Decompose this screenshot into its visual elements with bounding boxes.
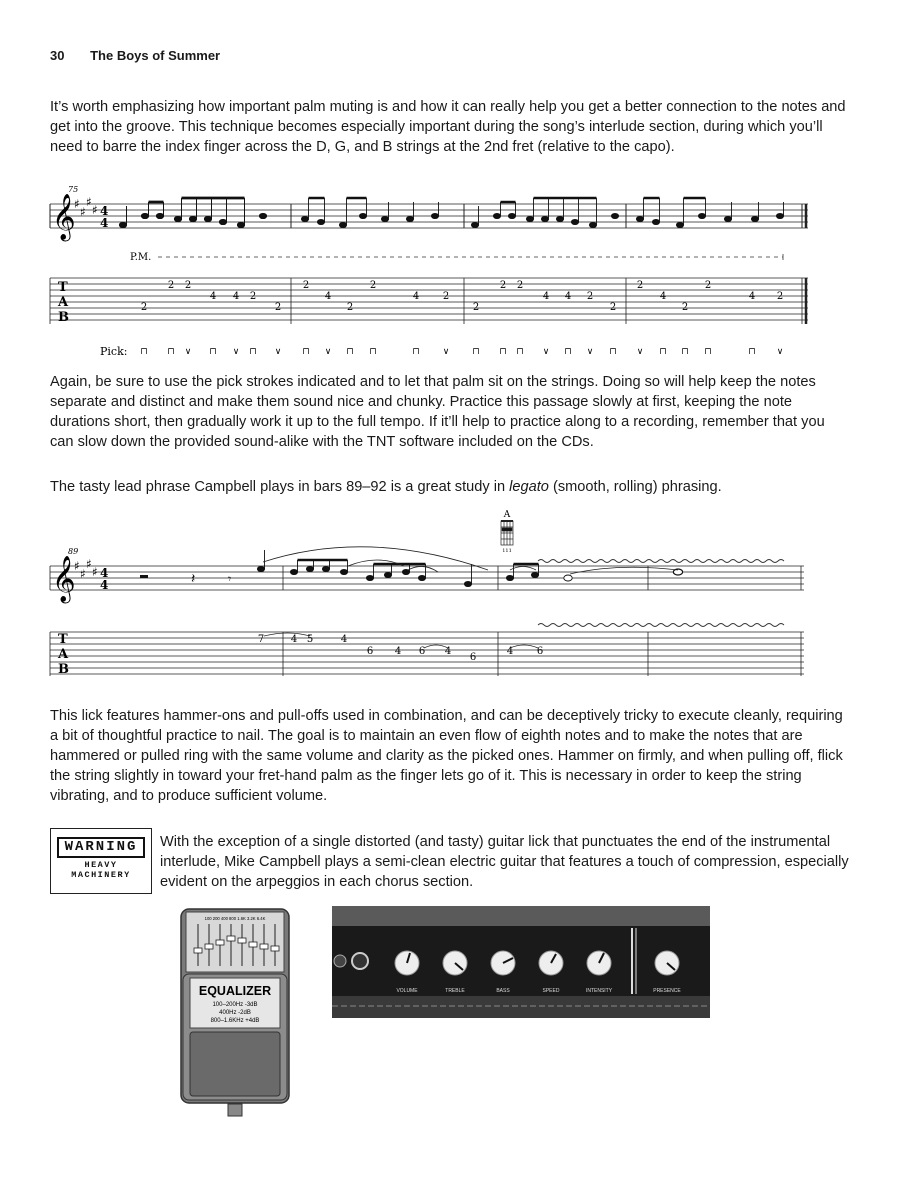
- svg-text:2: 2: [636, 280, 644, 291]
- svg-text:4: 4: [444, 646, 452, 657]
- svg-text:♯: ♯: [92, 203, 98, 217]
- tab-lines: [50, 278, 808, 324]
- svg-text:⊓: ⊓: [140, 347, 148, 357]
- svg-text:𝄾: 𝄾: [228, 572, 232, 586]
- svg-text:2: 2: [167, 280, 175, 291]
- svg-text:VOLUME: VOLUME: [396, 988, 418, 994]
- svg-text:⊓: ⊓: [369, 347, 377, 357]
- svg-text:⊓: ⊓: [748, 347, 756, 357]
- warning-line-3: MACHINERY: [71, 870, 131, 880]
- measure-number: 89: [68, 547, 79, 556]
- svg-text:4: 4: [324, 291, 332, 302]
- svg-text:4: 4: [209, 291, 217, 302]
- svg-text:4: 4: [748, 291, 756, 302]
- tab-clef: [57, 280, 69, 325]
- palm-mute-label: P.M.: [130, 252, 152, 263]
- paragraph-legato: The tasty lead phrase Campbell plays in bars 89–92 is a great study in legato (smooth, rolling) phrasing.: [50, 479, 722, 495]
- chord-fingering: 111: [502, 548, 512, 554]
- measure-number: 75: [68, 185, 79, 194]
- svg-text:2: 2: [499, 280, 507, 291]
- paragraph-pick-strokes: Again, be sure to use the pick strokes indicated and to let that palm sit on the strings. Doing so will help keep the notes separate and distinct and make them sound nice and chunky. Practice this passage slowly at first, keeping the note durations short, then gradually work it up to the full tempo. If it’ll help to practice along to a recording, remember that you can slow down the provided sound-alike with the TNT software included on the CDs.: [50, 374, 825, 450]
- svg-text:𝄽: 𝄽: [191, 571, 196, 587]
- svg-text:⊓: ⊓: [472, 347, 480, 357]
- svg-text:2: 2: [472, 302, 480, 313]
- staff-lines: [50, 566, 804, 590]
- svg-text:⊓: ⊓: [302, 347, 310, 357]
- svg-text:2: 2: [776, 291, 784, 302]
- svg-text:⊓: ⊓: [167, 347, 175, 357]
- svg-text:4: 4: [659, 291, 667, 302]
- pedal-setting-2: 400Hz -2dB: [219, 1010, 251, 1016]
- svg-text:⊓: ⊓: [609, 347, 617, 357]
- svg-text:B: B: [58, 662, 69, 677]
- chord-name: A: [503, 510, 511, 520]
- svg-text:B: B: [58, 310, 69, 325]
- tab-lines: [50, 632, 804, 676]
- equalizer-pedal-image: [180, 908, 290, 1118]
- svg-text:2: 2: [586, 291, 594, 302]
- svg-text:♯: ♯: [86, 557, 92, 571]
- svg-text:TREBLE: TREBLE: [445, 988, 465, 994]
- page-header: [50, 48, 220, 63]
- pedal-setting-3: 800–1.6KHz +4dB: [210, 1018, 260, 1024]
- svg-text:∨: ∨: [232, 347, 240, 357]
- time-signature: [100, 204, 108, 230]
- eq-frequency-labels: 100 200 400 800 1.6K 3.2K 6.4K: [204, 916, 266, 921]
- svg-text:⊓: ⊓: [681, 347, 689, 357]
- svg-text:∨: ∨: [184, 347, 192, 357]
- svg-text:2: 2: [681, 302, 689, 313]
- chord-diagram: [501, 521, 513, 545]
- svg-text:∨: ∨: [586, 347, 594, 357]
- svg-text:4: 4: [100, 204, 109, 218]
- svg-text:⊓: ⊓: [499, 347, 507, 357]
- svg-text:2: 2: [609, 302, 617, 313]
- svg-text:6: 6: [469, 652, 477, 663]
- svg-text:4: 4: [564, 291, 572, 302]
- svg-text:6: 6: [418, 646, 426, 657]
- key-signature: [74, 195, 98, 219]
- svg-text:⊓: ⊓: [516, 347, 524, 357]
- svg-text:♯: ♯: [80, 567, 86, 581]
- svg-text:5: 5: [306, 634, 314, 645]
- svg-text:2: 2: [302, 280, 310, 291]
- svg-text:∨: ∨: [442, 347, 450, 357]
- svg-text:6: 6: [536, 646, 544, 657]
- svg-text:♯: ♯: [74, 559, 80, 573]
- svg-text:6: 6: [366, 646, 374, 657]
- svg-text:♯: ♯: [86, 195, 92, 209]
- notes-group: [119, 198, 783, 228]
- svg-text:A: A: [58, 647, 69, 662]
- paragraph-warning: With the exception of a single distorted (and tasty) guitar lick that punctuates the end of the instrumental interlude, Mike Campbell plays a semi-clean electric guitar that features a touch of compression, especially evident on the arpeggios in each chorus section.: [160, 834, 849, 890]
- svg-text:T: T: [58, 280, 68, 295]
- svg-text:⊓: ⊓: [704, 347, 712, 357]
- svg-text:7: 7: [257, 634, 265, 645]
- svg-text:INTENSITY: INTENSITY: [585, 988, 613, 994]
- music-example-1: [48, 182, 818, 364]
- svg-text:⊓: ⊓: [659, 347, 667, 357]
- svg-text:∨: ∨: [274, 347, 282, 357]
- svg-text:2: 2: [140, 302, 148, 313]
- svg-text:⊓: ⊓: [249, 347, 257, 357]
- svg-text:2: 2: [704, 280, 712, 291]
- svg-text:2: 2: [442, 291, 450, 302]
- svg-text:4: 4: [290, 634, 298, 645]
- svg-text:2: 2: [346, 302, 354, 313]
- svg-text:∨: ∨: [324, 347, 332, 357]
- svg-text:4: 4: [100, 566, 109, 580]
- svg-text:BASS: BASS: [496, 988, 510, 994]
- svg-text:PRESENCE: PRESENCE: [653, 988, 681, 994]
- pedal-setting-1: 100–200Hz -3dB: [212, 1002, 258, 1008]
- warning-title: WARNING: [57, 837, 145, 858]
- svg-text:4: 4: [506, 646, 514, 657]
- svg-text:2: 2: [184, 280, 192, 291]
- chapter-title: The Boys of Summer: [90, 48, 221, 63]
- svg-text:♯: ♯: [80, 205, 86, 219]
- page-number: 30: [50, 48, 65, 63]
- pedal-name: EQUALIZER: [198, 984, 272, 998]
- pick-strokes: [140, 347, 783, 357]
- svg-text:⊓: ⊓: [412, 347, 420, 357]
- svg-text:4: 4: [100, 216, 109, 230]
- paragraph-hammer-ons: This lick features hammer-ons and pull-offs used in combination, and can be deceptively tricky to execute cleanly, requiring a bit of thoughtful practice to nail. The goal is to maintain an even flow of eighth notes and to make the notes that are hammered or pulled ring with the same volume and clarity as the picked ones. Hammer on firmly, and when pulling off, flick the string slightly in toward your fret-hand palm as the finger lets go of it. This is necessary in order to keep the string vibrating, and to produce sufficient volume.: [50, 708, 843, 804]
- svg-text:4: 4: [100, 578, 109, 592]
- amp-control-panel-image: [332, 906, 710, 1018]
- svg-text:∨: ∨: [776, 347, 784, 357]
- tab-clef: [57, 632, 69, 677]
- svg-text:2: 2: [249, 291, 257, 302]
- svg-text:4: 4: [542, 291, 550, 302]
- svg-text:2: 2: [369, 280, 377, 291]
- svg-text:A: A: [58, 295, 69, 310]
- vibrato-marks: [538, 560, 784, 563]
- svg-text:SPEED: SPEED: [542, 988, 560, 994]
- svg-text:⊓: ⊓: [346, 347, 354, 357]
- warning-line-2: HEAVY: [84, 860, 118, 870]
- pick-label: Pick:: [100, 345, 128, 358]
- svg-text:∨: ∨: [636, 347, 644, 357]
- warning-badge: [50, 828, 152, 894]
- svg-text:♯: ♯: [92, 565, 98, 579]
- treble-clef-icon: 𝄞: [52, 556, 76, 602]
- svg-text:⊓: ⊓: [209, 347, 217, 357]
- music-example-2: [48, 508, 818, 680]
- svg-text:4: 4: [340, 634, 348, 645]
- svg-text:♯: ♯: [74, 197, 80, 211]
- svg-text:∨: ∨: [542, 347, 550, 357]
- svg-text:4: 4: [394, 646, 402, 657]
- treble-clef-icon: 𝄞: [52, 194, 76, 240]
- svg-text:2: 2: [274, 302, 282, 313]
- svg-text:2: 2: [516, 280, 524, 291]
- svg-text:⊓: ⊓: [564, 347, 572, 357]
- svg-text:4: 4: [232, 291, 240, 302]
- svg-text:4: 4: [412, 291, 420, 302]
- svg-text:T: T: [58, 632, 68, 647]
- paragraph-palm-muting: It’s worth emphasizing how important palm muting is and how it can really help you get a better connection to the notes and get into the groove. This technique becomes especially important during the song’s interlude section, during which you’ll need to barre the index finger across the D, G, and B strings at the 2nd fret (relative to the capo).: [50, 99, 846, 155]
